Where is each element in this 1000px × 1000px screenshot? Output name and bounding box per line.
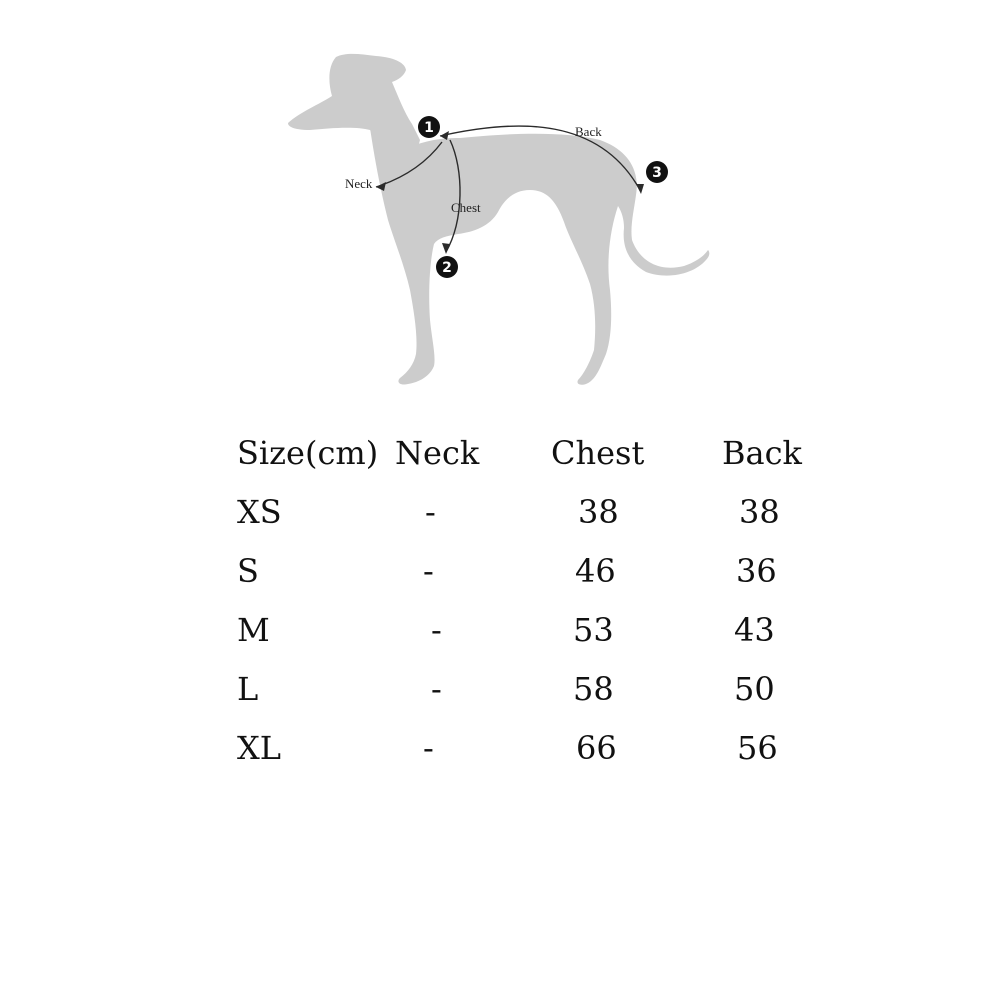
marker-1-number: 1 <box>424 120 434 136</box>
row-s-chest: 46 <box>575 552 616 590</box>
row-xl-chest: 66 <box>576 729 617 767</box>
row-l-back: 50 <box>734 670 775 708</box>
row-m-back: 43 <box>734 611 775 649</box>
header-chest: Chest <box>551 434 645 472</box>
row-xs-neck: - <box>425 493 436 531</box>
row-l-chest: 58 <box>573 670 614 708</box>
row-m-chest: 53 <box>573 611 614 649</box>
header-neck: Neck <box>395 434 480 472</box>
row-l-size: L <box>237 670 259 708</box>
chest-label: Chest <box>451 200 481 215</box>
row-m-neck: - <box>431 611 442 649</box>
header-back: Back <box>722 434 802 472</box>
row-xs-chest: 38 <box>578 493 619 531</box>
neck-label: Neck <box>345 176 373 191</box>
marker-2-number: 2 <box>442 260 452 276</box>
marker-3-number: 3 <box>652 165 662 181</box>
header-size: Size(cm) <box>237 434 379 472</box>
row-xs-back: 38 <box>739 493 780 531</box>
row-s-neck: - <box>423 552 434 590</box>
row-xl-back: 56 <box>737 729 778 767</box>
row-xs-size: XS <box>237 493 282 531</box>
row-s-size: S <box>237 552 259 590</box>
row-xl-size: XL <box>237 729 282 767</box>
row-l-neck: - <box>431 670 442 708</box>
back-label: Back <box>575 124 602 139</box>
row-s-back: 36 <box>736 552 777 590</box>
row-xl-neck: - <box>423 729 434 767</box>
row-m-size: M <box>237 611 270 649</box>
